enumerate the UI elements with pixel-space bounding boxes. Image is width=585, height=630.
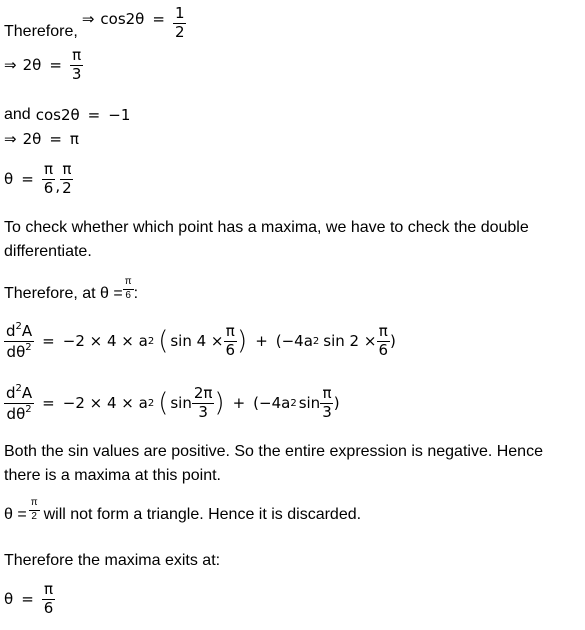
denominator: 2 bbox=[174, 22, 185, 41]
therefore-at-text: Therefore, at θ = bbox=[4, 285, 123, 302]
denominator: 3 bbox=[71, 64, 82, 83]
denominator: 6 bbox=[125, 289, 131, 301]
equals-sign: = bbox=[21, 590, 34, 609]
paragraph-check-maxima bbox=[4, 216, 529, 264]
two-theta: 2θ bbox=[22, 130, 42, 148]
denominator: 6 bbox=[43, 598, 54, 617]
paragraph-line: differentiate. bbox=[4, 243, 92, 260]
d-theta: dθ bbox=[6, 404, 26, 423]
numerator: π bbox=[322, 384, 332, 402]
sin-term: sin 2 × bbox=[323, 332, 377, 351]
equals-sign: = bbox=[49, 56, 62, 75]
line-2theta-pi bbox=[4, 130, 79, 148]
denominator: 6 bbox=[378, 340, 388, 359]
implies-arrow: ⇒ bbox=[4, 130, 17, 148]
coefficient: −2 × 4 × a bbox=[62, 394, 148, 413]
two-theta: 2θ bbox=[22, 56, 42, 75]
paragraph-line: there is a maxima at this point. bbox=[4, 467, 221, 484]
theta: θ bbox=[4, 170, 14, 189]
open-term: (−4a bbox=[253, 394, 291, 413]
equals-sign: = bbox=[87, 106, 101, 124]
numerator: π bbox=[72, 46, 82, 64]
numerator bbox=[4, 384, 34, 404]
implies-arrow: ⇒ bbox=[81, 10, 95, 28]
numerator: 1 bbox=[174, 3, 185, 22]
implies-arrow: ⇒ bbox=[4, 56, 17, 75]
theta: θ bbox=[4, 590, 14, 609]
right-paren: ) bbox=[214, 388, 225, 419]
superscript-2: 2 bbox=[25, 341, 32, 353]
fraction-pi-2-small bbox=[29, 498, 40, 522]
numerator: π bbox=[62, 160, 72, 178]
numerator: 2π bbox=[193, 384, 213, 402]
cos2theta: cos2θ bbox=[35, 106, 80, 124]
second-derivative-fraction bbox=[4, 384, 34, 423]
fraction-pi-6 bbox=[223, 324, 237, 359]
coefficient: −2 × 4 × a bbox=[62, 332, 148, 351]
close-paren: ) bbox=[333, 394, 340, 413]
colon: : bbox=[133, 285, 139, 302]
second-derivative-equation-1 bbox=[4, 322, 396, 361]
line-theta-pi-6 bbox=[4, 582, 55, 617]
superscript-2: 2 bbox=[25, 403, 32, 415]
d-symbol: d bbox=[6, 322, 16, 340]
superscript-2: 2 bbox=[312, 335, 320, 347]
a-symbol: A bbox=[21, 322, 33, 340]
paragraph-line: To check whether which point has a maxima, we have to check the double bbox=[4, 219, 529, 236]
a-symbol: A bbox=[21, 384, 33, 402]
numerator: π bbox=[44, 580, 54, 598]
sin-term: sin bbox=[170, 394, 192, 413]
superscript-2: 2 bbox=[147, 397, 155, 409]
denominator: 2 bbox=[31, 510, 37, 522]
sin-term: sin 4 × bbox=[170, 332, 224, 351]
cos2theta: cos2θ bbox=[100, 10, 145, 28]
fraction-2pi-3 bbox=[192, 386, 215, 421]
denominator bbox=[5, 404, 34, 423]
numerator: π bbox=[123, 277, 134, 290]
pi: π bbox=[69, 130, 79, 148]
numerator: π bbox=[378, 322, 388, 340]
fraction-pi-6 bbox=[42, 582, 56, 617]
line-cos2theta-half bbox=[4, 2, 186, 44]
paragraph-sin-positive bbox=[4, 440, 543, 488]
equals-sign: = bbox=[42, 394, 55, 413]
line-pi-over-2-discarded bbox=[4, 497, 362, 527]
denominator: 6 bbox=[225, 340, 236, 359]
equals-sign: = bbox=[21, 170, 34, 189]
minus-one: −1 bbox=[108, 106, 131, 124]
left-paren: ( bbox=[158, 326, 169, 357]
equals-sign: = bbox=[152, 10, 165, 28]
superscript-2: 2 bbox=[15, 383, 22, 394]
left-paren: ( bbox=[158, 388, 169, 419]
d-theta: dθ bbox=[6, 342, 26, 361]
paragraph-maxima-exits: Therefore the maxima exits at: bbox=[4, 552, 221, 569]
line-theta-values bbox=[4, 162, 74, 197]
superscript-2: 2 bbox=[290, 397, 297, 409]
superscript-2: 2 bbox=[15, 321, 22, 332]
d-symbol: d bbox=[6, 384, 16, 402]
open-term: (−4a bbox=[275, 332, 313, 351]
discard-text: will not form a triangle. Hence it is discarded. bbox=[43, 506, 362, 523]
equals-sign: = bbox=[42, 332, 55, 351]
fraction-pi-2 bbox=[60, 162, 74, 197]
denominator bbox=[5, 342, 34, 361]
fraction-pi-3 bbox=[70, 48, 84, 83]
sin-term: sin bbox=[298, 394, 321, 413]
second-derivative-fraction bbox=[4, 322, 34, 361]
numerator: π bbox=[29, 498, 40, 511]
and-label: and bbox=[4, 106, 31, 123]
comma: , bbox=[55, 177, 61, 196]
plus-sign: + bbox=[255, 332, 268, 351]
superscript-2: 2 bbox=[147, 335, 155, 347]
denominator: 6 bbox=[43, 178, 54, 197]
fraction-one-half bbox=[173, 3, 187, 41]
second-derivative-equation-2 bbox=[4, 384, 340, 423]
paragraph-line: Both the sin values are positive. So the entire expression is negative. Hence bbox=[4, 443, 543, 460]
fraction-pi-6 bbox=[376, 324, 390, 359]
numerator: π bbox=[225, 322, 235, 340]
plus-sign: + bbox=[232, 394, 246, 413]
fraction-pi-3 bbox=[320, 386, 334, 421]
right-paren: ) bbox=[237, 326, 248, 357]
denominator: 2 bbox=[62, 178, 72, 197]
denominator: 3 bbox=[322, 402, 332, 421]
numerator: π bbox=[44, 160, 54, 178]
denominator: 3 bbox=[198, 402, 208, 421]
equals-sign: = bbox=[49, 130, 62, 148]
therefore-label: Therefore, bbox=[4, 23, 78, 40]
line-2theta-pi-third bbox=[4, 48, 83, 83]
theta-equals: θ = bbox=[4, 506, 27, 523]
fraction-pi-6-small bbox=[123, 277, 134, 301]
close-paren: ) bbox=[389, 332, 396, 351]
line-cos2theta-minus-one bbox=[4, 103, 130, 127]
numerator bbox=[4, 322, 34, 342]
line-therefore-at-theta bbox=[4, 276, 139, 306]
fraction-pi-6 bbox=[42, 162, 56, 197]
